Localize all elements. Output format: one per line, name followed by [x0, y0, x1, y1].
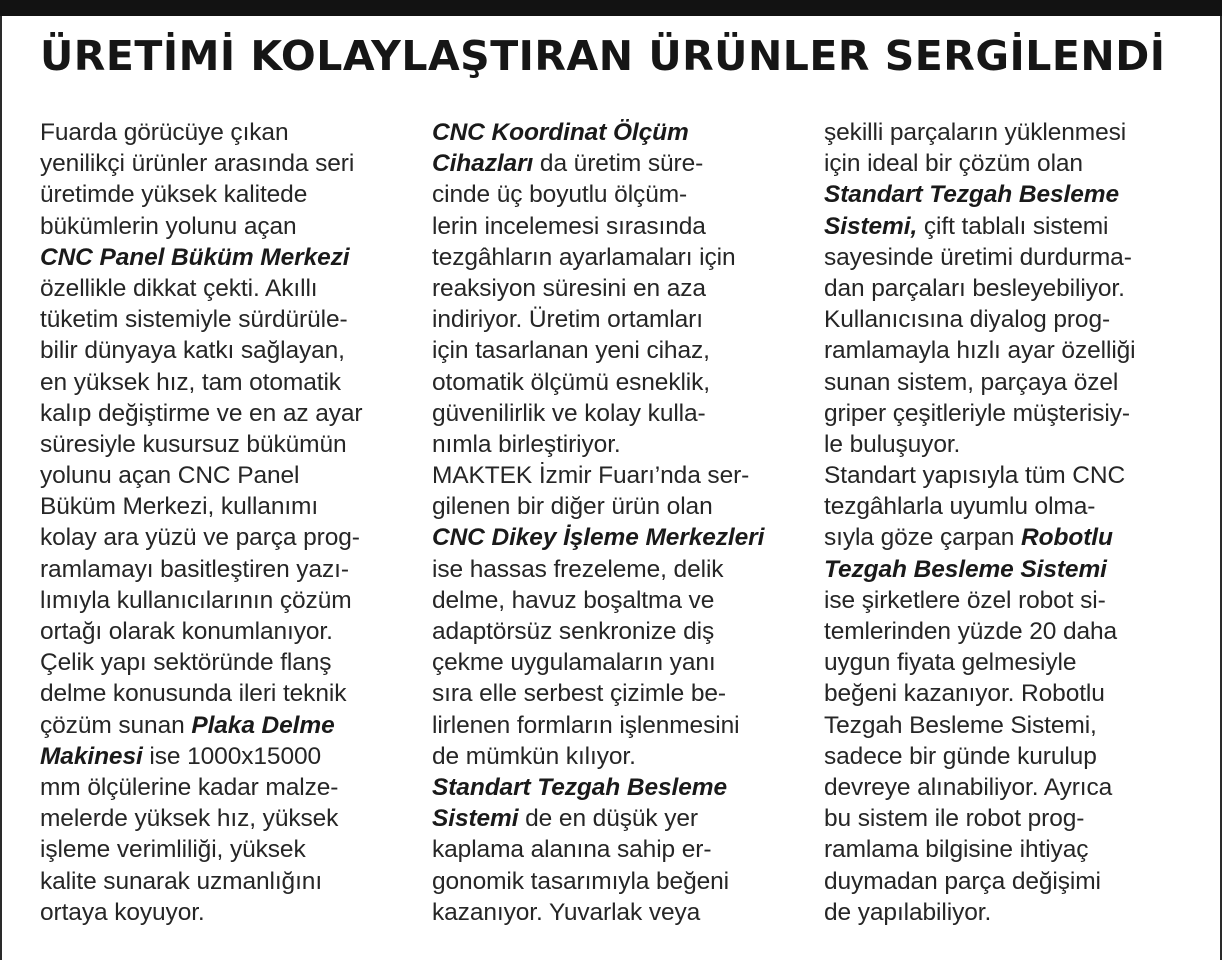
body-text: indiriyor. Üretim ortamları — [432, 306, 703, 334]
body-text: adaptörsüz senkronize diş — [432, 618, 715, 645]
text-line — [824, 148, 1200, 179]
body-text: Standart yapısıyla tüm CNC — [824, 462, 1126, 490]
body-text: de en düşük yer — [518, 805, 698, 833]
text-line — [432, 491, 804, 522]
product-name: CNC Dikey İşleme Merkezleri — [432, 524, 765, 552]
body-text: reaksiyon süresini en aza — [432, 274, 706, 302]
body-text: lımıyla kullanıcılarının çözüm — [40, 586, 352, 614]
text-line — [40, 273, 412, 304]
body-text: de yapılabiliyor. — [824, 898, 992, 926]
body-text: kalıp değiştirme ve en az ayar — [40, 399, 363, 427]
body-text: bu sistem ile robot prog- — [824, 805, 1085, 833]
body-text: otomatik ölçümü esneklik, — [432, 368, 711, 396]
body-text: MAKTEK İzmir Fuarı’nda ser- — [432, 462, 750, 490]
body-text: kaplama alanına sahip er- — [432, 836, 712, 864]
text-line — [40, 616, 412, 647]
product-name: Sistemi, — [824, 212, 918, 240]
text-line — [40, 398, 412, 429]
body-text: griper çeşitleriyle müşterisiy- — [824, 399, 1130, 427]
body-text: ise hassas frezeleme, delik — [432, 555, 724, 583]
text-line — [824, 367, 1200, 398]
text-line — [432, 834, 804, 865]
text-line — [432, 585, 804, 616]
body-text: Çelik yapı sektöründe flanş — [40, 649, 332, 677]
text-line — [824, 647, 1200, 678]
product-name: Standart Tezgah Besleme — [824, 181, 1119, 209]
text-line — [40, 678, 412, 709]
body-text: devreye alınabiliyor. Ayrıca — [824, 773, 1113, 801]
article-column-1 — [40, 117, 412, 928]
body-text: çözüm sunan — [40, 711, 192, 739]
headline: ÜRETİMİ KOLAYLAŞTIRAN ÜRÜNLER SERGİLENDİ — [40, 32, 1166, 80]
text-line — [824, 242, 1200, 273]
text-line — [824, 803, 1200, 834]
body-text: üretimde yüksek kalitede — [40, 181, 308, 209]
body-text: çekme uygulamaların yanı — [432, 649, 716, 677]
body-text: yenilikçi ürünler arasında seri — [40, 150, 355, 178]
body-text: kolay ara yüzü ve parça prog- — [40, 524, 360, 552]
body-text: bükümlerin yolunu açan — [40, 212, 297, 240]
text-line — [824, 866, 1200, 897]
body-text: sıyla göze çarpan — [824, 524, 1022, 552]
body-text: güvenilirlik ve kolay kulla- — [432, 399, 706, 427]
text-line — [824, 273, 1200, 304]
body-text: temlerinden yüzde 20 daha — [824, 618, 1118, 645]
text-line — [40, 148, 412, 179]
text-line — [824, 429, 1200, 460]
text-line — [432, 866, 804, 897]
product-name: Tezgah Besleme Sistemi — [824, 555, 1107, 583]
body-text: bilir dünyaya katkı sağlayan, — [40, 337, 345, 365]
text-line — [432, 304, 804, 335]
body-text: sıra elle serbest çizimle be- — [432, 680, 726, 708]
text-line — [40, 304, 412, 335]
body-text: için ideal bir çözüm olan — [824, 150, 1083, 178]
product-name: Cihazları — [432, 150, 534, 178]
text-line — [824, 772, 1200, 803]
body-text: nımla birleştiriyor. — [432, 430, 621, 458]
product-name: Sistemi — [432, 805, 519, 833]
body-text: da üretim süre- — [533, 150, 704, 178]
text-line — [40, 897, 412, 928]
text-line — [824, 741, 1200, 772]
body-text: duymadan parça değişimi — [824, 867, 1101, 895]
text-line — [40, 117, 412, 148]
text-line — [432, 616, 804, 647]
body-text: işleme verimliliği, yüksek — [40, 836, 306, 864]
body-text: ise 1000x15000 — [142, 742, 322, 770]
text-line — [432, 460, 804, 491]
product-name: CNC Panel Büküm Merkezi — [40, 243, 350, 271]
text-line — [40, 367, 412, 398]
body-text: lirlenen formların işlenmesini — [432, 711, 740, 739]
text-line — [824, 117, 1200, 148]
text-line — [40, 335, 412, 366]
body-text: süresiyle kusursuz bükümün — [40, 430, 347, 458]
text-line — [824, 834, 1200, 865]
text-line — [824, 616, 1200, 647]
text-line — [432, 335, 804, 366]
text-line — [824, 398, 1200, 429]
body-text: sadece bir günde kurulup — [824, 742, 1097, 770]
body-text: de mümkün kılıyor. — [432, 742, 636, 770]
body-text: tüketim sistemiyle sürdürüle- — [40, 306, 348, 334]
text-line — [40, 834, 412, 865]
body-text: ortağı olarak konumlanıyor. — [40, 618, 333, 645]
article-column-2 — [432, 117, 804, 928]
text-line — [432, 741, 804, 772]
body-text: Tezgah Besleme Sistemi, — [824, 711, 1097, 739]
text-line — [824, 304, 1200, 335]
article-column-3 — [824, 117, 1200, 928]
text-line — [40, 772, 412, 803]
left-border — [0, 16, 2, 960]
text-line — [824, 460, 1200, 491]
body-text: kazanıyor. Yuvarlak veya — [432, 898, 701, 926]
text-line — [432, 522, 804, 553]
product-name: Plaka Delme — [191, 711, 335, 739]
product-name: Standart Tezgah Besleme — [432, 773, 727, 801]
text-line — [40, 179, 412, 210]
text-line — [432, 273, 804, 304]
text-line — [40, 211, 412, 242]
text-line — [432, 398, 804, 429]
body-text: ramlamayı basitleştiren yazı- — [40, 555, 349, 583]
text-line — [432, 554, 804, 585]
body-text: Kullanıcısına diyalog prog- — [824, 306, 1111, 334]
text-line — [432, 242, 804, 273]
text-line — [432, 678, 804, 709]
text-line — [432, 772, 804, 803]
text-line — [40, 710, 412, 741]
body-text: sayesinde üretimi durdurma- — [824, 243, 1132, 271]
text-line — [432, 211, 804, 242]
body-text: le buluşuyor. — [824, 430, 961, 458]
product-name: Makinesi — [40, 742, 143, 770]
text-line — [40, 741, 412, 772]
text-line — [824, 678, 1200, 709]
text-line — [432, 429, 804, 460]
text-line — [40, 866, 412, 897]
text-line — [824, 491, 1200, 522]
text-line — [40, 803, 412, 834]
text-line — [432, 148, 804, 179]
text-line — [432, 179, 804, 210]
text-line — [40, 242, 412, 273]
text-line — [40, 491, 412, 522]
text-line — [40, 554, 412, 585]
body-text: cinde üç boyutlu ölçüm- — [432, 181, 688, 209]
text-line — [824, 710, 1200, 741]
body-text: dan parçaları besleyebiliyor. — [824, 274, 1125, 302]
text-line — [824, 179, 1200, 210]
body-text: gilenen bir diğer ürün olan — [432, 493, 713, 521]
text-line — [824, 897, 1200, 928]
body-text: kalite sunarak uzmanlığını — [40, 867, 323, 895]
text-line — [824, 554, 1200, 585]
body-text: melerde yüksek hız, yüksek — [40, 805, 339, 833]
body-text: uygun fiyata gelmesiyle — [824, 649, 1077, 677]
text-line — [432, 897, 804, 928]
text-line — [40, 647, 412, 678]
text-line — [824, 335, 1200, 366]
text-line — [432, 367, 804, 398]
body-text: delme, havuz boşaltma ve — [432, 586, 715, 614]
text-line — [40, 460, 412, 491]
text-line — [824, 585, 1200, 616]
body-text: şekilli parçaların yüklenmesi — [824, 119, 1127, 146]
text-line — [824, 522, 1200, 553]
body-text: Fuarda görücüye çıkan — [40, 119, 289, 146]
body-text: ise şirketlere özel robot si- — [824, 586, 1106, 614]
body-text: mm ölçülerine kadar malze- — [40, 773, 339, 801]
body-text: tezgâhların ayarlamaları için — [432, 243, 736, 271]
text-line — [40, 522, 412, 553]
body-text: delme konusunda ileri teknik — [40, 680, 347, 708]
body-text: ramlamayla hızlı ayar özelliği — [824, 337, 1136, 365]
product-name: CNC Koordinat Ölçüm — [432, 119, 689, 146]
body-text: yolunu açan CNC Panel — [40, 462, 300, 490]
body-text: ramlama bilgisine ihtiyaç — [824, 836, 1089, 864]
body-text: tezgâhlarla uyumlu olma- — [824, 493, 1096, 521]
body-text: Büküm Merkezi, kullanımı — [40, 493, 319, 521]
body-text: için tasarlanan yeni cihaz, — [432, 337, 710, 365]
text-line — [432, 710, 804, 741]
top-rule — [0, 0, 1222, 16]
body-text: lerin incelemesi sırasında — [432, 212, 706, 240]
text-line — [432, 117, 804, 148]
body-text: çift tablalı sistemi — [917, 212, 1109, 240]
text-line — [824, 211, 1200, 242]
text-line — [432, 803, 804, 834]
body-text: beğeni kazanıyor. Robotlu — [824, 680, 1105, 708]
body-text: ortaya koyuyor. — [40, 898, 205, 926]
body-text: gonomik tasarımıyla beğeni — [432, 867, 729, 895]
product-name: Robotlu — [1021, 524, 1113, 552]
body-text: sunan sistem, parçaya özel — [824, 368, 1119, 396]
body-text: özellikle dikkat çekti. Akıllı — [40, 274, 318, 302]
text-line — [40, 585, 412, 616]
body-text: en yüksek hız, tam otomatik — [40, 368, 341, 396]
text-line — [40, 429, 412, 460]
text-line — [432, 647, 804, 678]
